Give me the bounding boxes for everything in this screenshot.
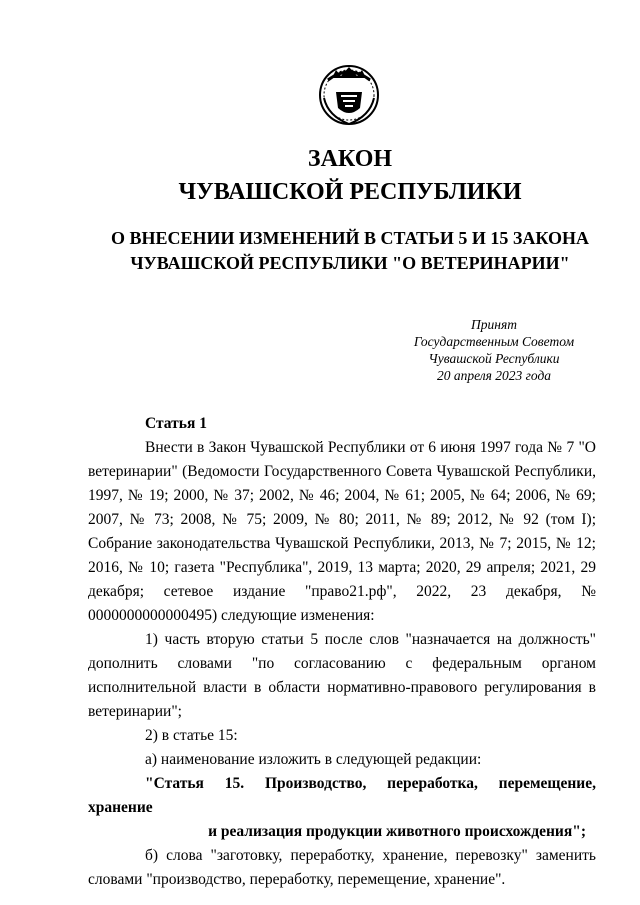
amendment-item-2: 2) в статье 15: [145, 727, 238, 744]
adoption-line: Государственным Советом [413, 334, 575, 349]
article-intro-paragraph: Внести в Закон Чувашской Республики от 6 июня 1997 года № 7 "О ветеринарии" (Ведомости Государственного Совета Чувашской Республики, 1997, № 19; 2000, № 37; 2002, № 46; 2004, № 61; 2005, № 64; 2006, № 69; 2007, № 73; 2008, № 75; 2009, № 80; 2011, № 89; 2012, № 92 (том I); Собрание законодательства Чувашской Республики, 2013, № 7; 2015, № 12; 2016, № 10; газета "Республика", 2019, 13 марта; 2020, 29 апреля; 2021, 29 декабря; сетевое издание "право21.рф", 2022, 23 декабря, № 0000000000000495) следующие изменения: [88, 439, 596, 624]
law-title: ЗАКОН [307, 146, 393, 172]
adoption-line: Принят [471, 317, 517, 332]
coat-of-arms-emblem [314, 58, 384, 128]
new-title-quote-line1: "Статья 15. Производство, переработка, перемещение, хранение [88, 775, 596, 816]
law-subject-line1: О ВНЕСЕНИИ ИЗМЕНЕНИЙ В СТАТЬИ 5 И 15 ЗАКОНА [110, 228, 590, 248]
adoption-line: Чувашской Республики [428, 351, 560, 366]
law-title-republic: ЧУВАШСКОЙ РЕСПУБЛИКИ [178, 179, 522, 205]
article-heading: Статья 1 [145, 415, 207, 432]
adoption-block [394, 316, 594, 384]
new-title-quote-line2: и реализация продукции животного происхождения"; [208, 823, 586, 840]
article-body [88, 412, 596, 892]
amendment-item-2a: а) наименование изложить в следующей редакции: [145, 751, 482, 768]
amendment-item-2b: б) слова "заготовку, переработку, хранение, перевозку" заменить словами "производство, переработку, перемещение, хранение". [88, 847, 596, 888]
adoption-date: 20 апреля 2023 года [436, 368, 552, 383]
law-subject-line2: ЧУВАШСКОЙ РЕСПУБЛИКИ "О ВЕТЕРИНАРИИ" [130, 253, 570, 273]
amendment-item-1: 1) часть вторую статьи 5 после слов "назначается на должность" дополнить словами "по согласованию с федеральным органом исполнительной власти в области нормативно-правового регулирования в ветеринарии"; [88, 631, 596, 720]
